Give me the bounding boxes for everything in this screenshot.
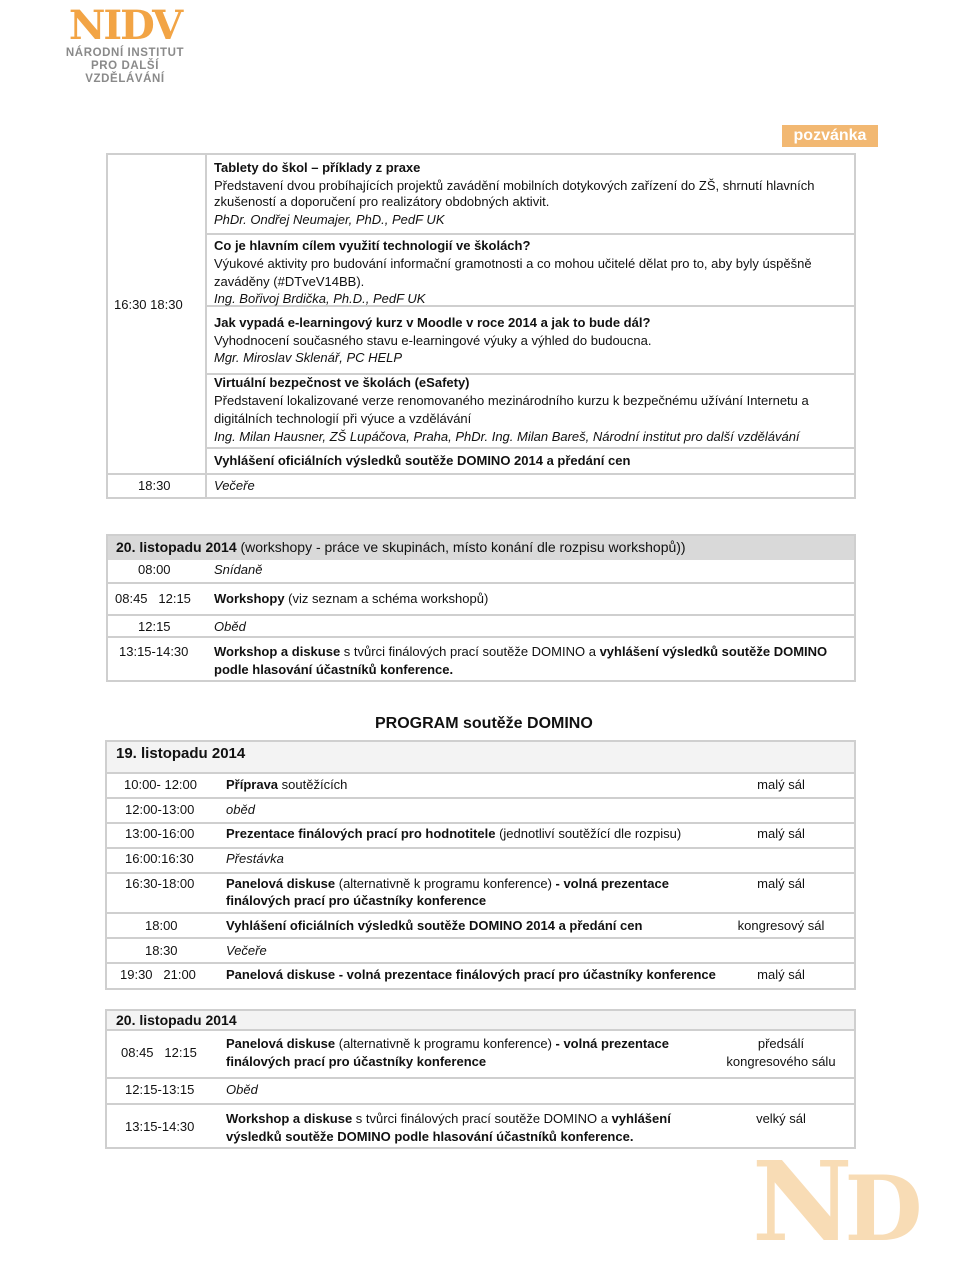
talk-speaker: PhDr. Ondřej Neumajer, PhD., PedF UK (214, 212, 445, 227)
row-time: 16:00:16:30 (125, 851, 194, 866)
workshop-day-header (116, 538, 686, 556)
row-place: malý sál (757, 967, 805, 982)
talk-desc: digitálních technologií při výuce a vzdělávání (214, 411, 472, 426)
row-time: 18:30 (145, 943, 178, 958)
row-time: 16:30-18:00 (125, 876, 195, 891)
talk-desc: Představení dvou probíhajících projektů zavádění mobilních dotykových zařízení do ZŠ, shrnutí hlavních (214, 178, 815, 193)
talk-title: Tablety do škol – příklady z praxe (214, 160, 421, 175)
talk-desc: Výukové aktivity pro budování informační gramotnosti a co mohou učitelé dělat pro to, aby byly úspěšně (214, 256, 812, 271)
watermark-logo: ND (752, 1142, 915, 1266)
day1-date: 19. listopadu 2014 (116, 745, 246, 762)
workshop-day-date: 20. listopadu 2014 (116, 539, 237, 555)
row-text: Prezentace finálových prací pro hodnotitele (jednotliví soutěžící dle rozpisu) (226, 826, 682, 841)
row-text: Panelová diskuse - volná prezentace finálových prací pro účastníky konference (226, 967, 716, 982)
talk-desc: Vyhodnocení současného stavu e-learningové výuky a výhled do budoucna. (214, 333, 652, 348)
row-text: Workshop a diskuse s tvůrci finálových prací soutěže DOMINO a vyhlášení (226, 1111, 671, 1126)
talk-title: Vyhlášení oficiálních výsledků soutěže DOMINO 2014 a předání cen (214, 453, 631, 468)
row-time: 12:00-13:00 (125, 802, 195, 817)
row-time: 12:15-13:15 (125, 1082, 195, 1097)
row-place: kongresový sál (737, 918, 825, 933)
row-place: malý sál (757, 777, 805, 792)
logo-line-2: PRO DALŠÍ (90, 60, 159, 72)
row-text: Oběd (226, 1082, 258, 1097)
row-text: Oběd (214, 619, 246, 634)
row-text-line2: finálových prací pro účastníky konference (226, 893, 487, 908)
time-dinner: 18:30 (138, 478, 171, 493)
row-time: 08:00 (138, 562, 171, 577)
invitation-badge: pozvánka (782, 125, 878, 147)
row-time: 19:30 21:00 (120, 967, 196, 982)
workshop-day-note: (workshopy - práce ve skupinách, místo konání dle rozpisu workshopů)) (236, 539, 686, 555)
row-text-line2: výsledků soutěže DOMINO podle hlasování účastníků konference. (226, 1129, 634, 1144)
day2-date: 20. listopadu 2014 (116, 1012, 237, 1028)
time-main: 16:30 18:30 (114, 297, 183, 312)
talk-desc: zkušeností a doporučení pro realizátory obdobných aktivit. (214, 194, 550, 209)
row-time: 10:00- 12:00 (124, 777, 198, 792)
row-text: Snídaně (214, 562, 263, 577)
row-place: malý sál (757, 826, 805, 841)
row-text: Příprava soutěžících (226, 777, 348, 792)
talk-speaker: Ing. Bořivoj Brdička, Ph.D., PedF UK (214, 291, 426, 306)
row-time: 13:15-14:30 (119, 644, 189, 659)
row-text: Panelová diskuse (alternativně k programu konference) - volná prezentace (226, 876, 669, 891)
row-place: velký sál (756, 1111, 806, 1126)
talk-desc: Představení lokalizované verze renomovaného mezinárodního kurzu k bezpečnému užívání Internetu a (214, 393, 809, 408)
row-time: 18:00 (145, 918, 178, 933)
logo-line-1: NÁRODNÍ INSTITUT (65, 47, 185, 59)
row-text-line2: finálových prací pro účastníky konference (226, 1054, 487, 1069)
talk-title: Jak vypadá e-learningový kurz v Moodle v roce 2014 a jak to bude dál? (214, 315, 651, 330)
talk-speaker: Mgr. Miroslav Sklenář, PC HELP (214, 350, 403, 365)
row-text: Workshopy (viz seznam a schéma workshopů) (214, 591, 489, 606)
row-text: Večeře (226, 943, 267, 958)
row-time: 08:45 12:15 (115, 591, 191, 606)
row-text-line2: podle hlasování účastníků konference. (214, 662, 454, 677)
row-text: Workshop a diskuse s tvůrci finálových prací soutěže DOMINO a vyhlášení výsledků soutěže DOMINO (214, 644, 828, 659)
talk-desc: zaváděny (#DTveV14BB). (214, 274, 365, 289)
row-text: oběd (226, 802, 255, 817)
talk-speaker: Ing. Milan Hausner, ZŠ Lupáčova, Praha, PhDr. Ing. Milan Bareš, Národní institut pro další vzdělávání (214, 429, 800, 444)
logo-line-3: VZDĚLÁVÁNÍ (85, 73, 165, 85)
dinner-label: Večeře (214, 478, 255, 493)
row-place: předsálí (757, 1036, 805, 1051)
row-time: 12:15 (138, 619, 171, 634)
row-text: Panelová diskuse (alternativně k programu konference) - volná prezentace (226, 1036, 669, 1051)
logo-initials: NIDV (68, 2, 182, 49)
row-time: 08:45 12:15 (121, 1045, 197, 1060)
row-time: 13:00-16:00 (125, 826, 195, 841)
program-title: PROGRAM soutěže DOMINO (375, 715, 593, 732)
row-place: malý sál (757, 876, 805, 891)
row-time: 13:15-14:30 (125, 1119, 195, 1134)
row-place: kongresového sálu (726, 1054, 836, 1069)
talk-title: Virtuální bezpečnost ve školách (eSafety) (214, 375, 470, 390)
row-text: Přestávka (226, 851, 284, 866)
row-text: Vyhlášení oficiálních výsledků soutěže DOMINO 2014 a předání cen (226, 918, 643, 933)
talk-title: Co je hlavním cílem využití technologií ve školách? (214, 238, 531, 253)
nidv-logo (55, 2, 195, 95)
